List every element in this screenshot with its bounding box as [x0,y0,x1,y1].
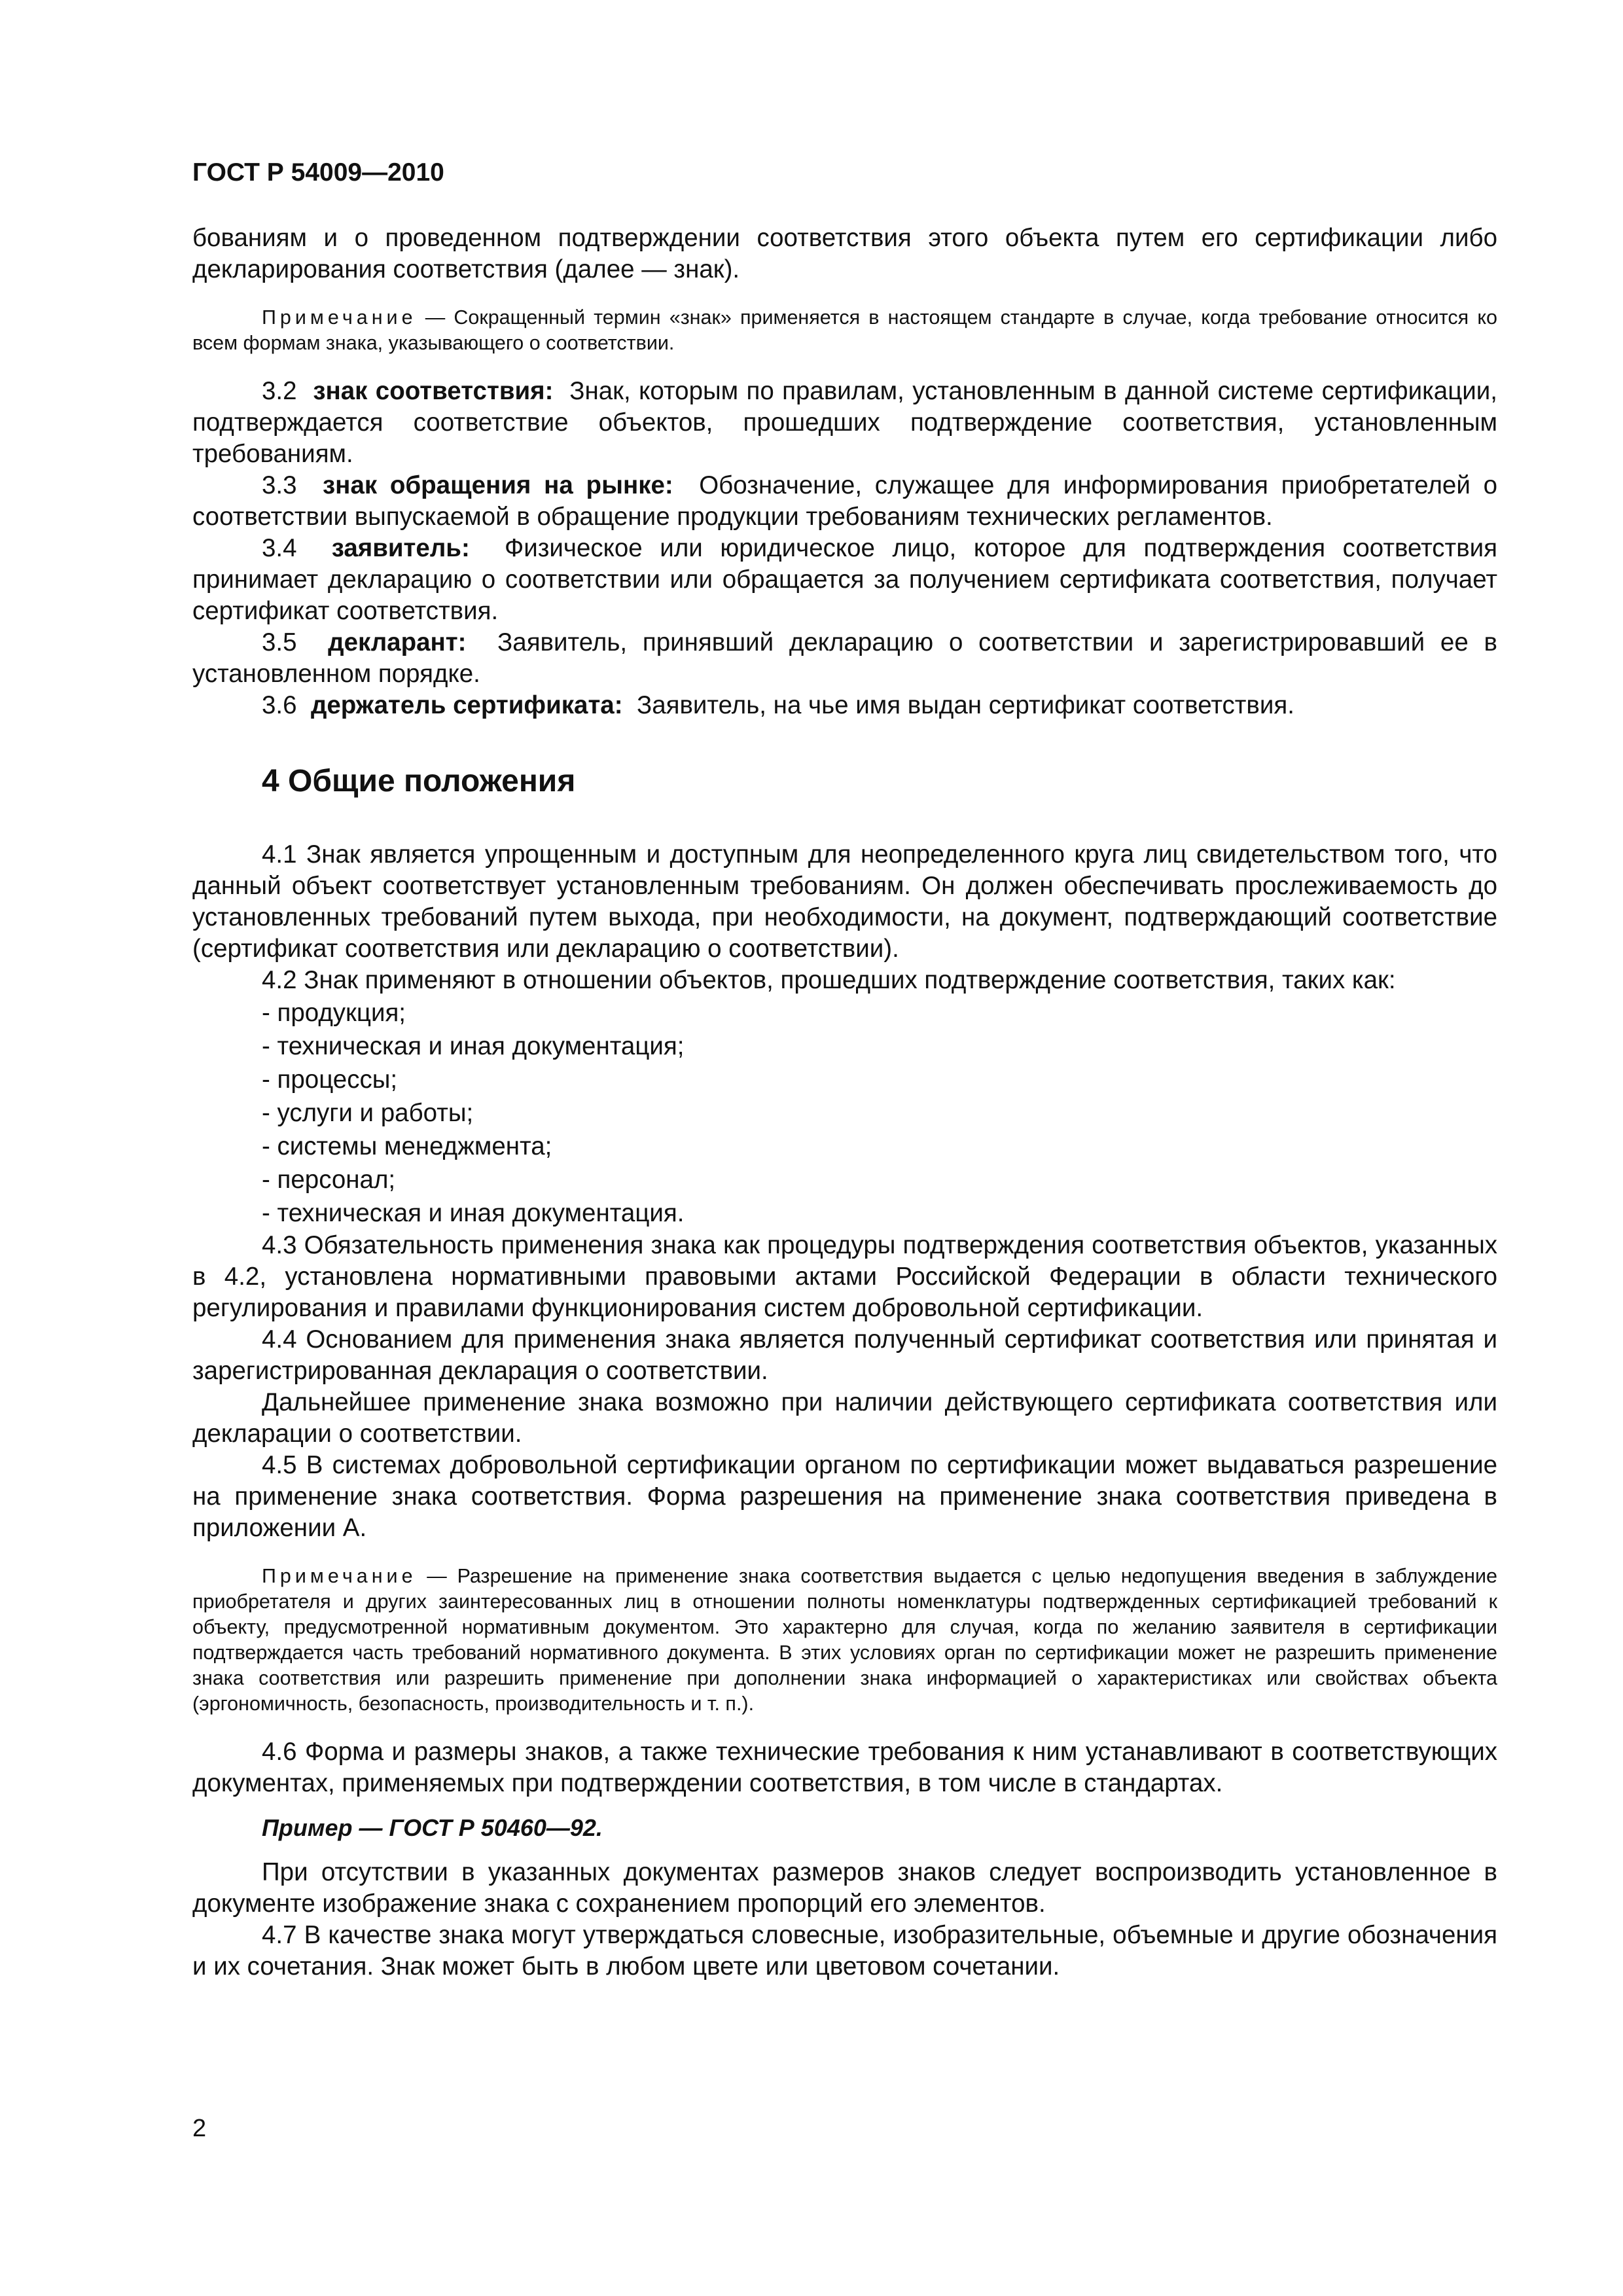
term-number: 3.3 [262,471,297,499]
term-3-6 [192,690,1497,721]
list-item: - процессы; [262,1066,398,1094]
term-definition: Физическое или юридическое лицо, которое для подтверждения соответствия принимает декларацию о соответствии или обращается за получением сертификата соответствия, получает сертификат соответствия. [192,534,1497,625]
list-item: - техническая и иная документация. [262,1199,685,1227]
term-3-5 [192,627,1497,690]
note-1-text: — Сокращенный термин «знак» применяется в настоящем стандарте в случае, когда требование относится ко всем формам знака, указывающего о соответствии. [192,306,1497,354]
list-item: - техническая и иная документация; [262,1032,685,1060]
term-definition: Заявитель, на чье имя выдан сертификат соответствия. [636,691,1294,719]
note-2-text: — Разрешение на применение знака соответствия выдается с целью недопущения введения в заблуждение приобретателя и других заинтересованных лиц в отношении полноты номенклатуры подтвержденных сертификацией требований к объекту, предусмотренной нормативным документом. Это характерно для случая, когда по желанию заявителя в сертификации подтверждается часть требований нормативного документа. В этих условиях орган по сертификации может не разрешить применение знака соответствия или разрешить применение при дополнении знака информацией о характеристиках или свойствах объекта (эргономичность, безопасность, производительность и т. п.). [192,1565,1497,1715]
term-name: знак обращения на рынке: [323,471,673,499]
list-item: - персонал; [262,1166,396,1194]
term-number: 3.5 [262,628,297,656]
paragraph-4-5: 4.5 В системах добровольной сертификации органом по сертификации может выдаваться разрешение на применение знака соответствия. Форма разрешения на применение знака соответствия приведена в приложении А. [192,1451,1497,1542]
term-number: 3.6 [262,691,297,719]
term-definition: Заявитель, принявший декларацию о соответствии и зарегистрировавший ее в установленном порядке. [192,628,1497,688]
objects-list [192,996,1497,1230]
note-2-label: Примечание [262,1565,417,1587]
paragraph-4-1: 4.1 Знак является упрощенным и доступным для неопределенного круга лиц свидетельством того, что данный объект соответствует установленным требованиям. Он должен обеспечивать прослеживаемость до установленных требований путем выхода, при необходимости, на документ, подтверждающий соответствие (сертификат соответствия или декларацию о соответствии). [192,840,1497,963]
list-item: - продукция; [262,999,406,1027]
paragraph-4-4: 4.4 Основанием для применения знака является полученный сертификат соответствия или принятая и зарегистрированная декларация о соответствии. [192,1325,1497,1385]
term-name: декларант: [328,628,467,656]
paragraph-4-7: 4.7 В качестве знака могут утверждаться словесные, изобразительные, объемные и другие обозначения и их сочетания. Знак может быть в любом цвете или цветовом сочетании. [192,1921,1497,1981]
term-3-3 [192,470,1497,533]
document-page [192,156,1497,1982]
term-name: заявитель: [331,534,470,562]
intro-paragraph: бованиям и о проведенном подтверждении соответствия этого объекта путем его сертификации либо декларирования соответствия (далее — знак). [192,224,1497,283]
paragraph-4-3: 4.3 Обязательность применения знака как процедуры подтверждения соответствия объектов, указанных в 4.2, установлена нормативными правовыми актами Российской Федерации в области технического регулирования и правилами функционирования систем добровольной сертификации. [192,1231,1497,1322]
term-definition: Знак, которым по правилам, установленным в данной системе сертификации, подтверждается соответствие объектов, прошедших подтверждение соответствия, установленным требованиям. [192,377,1497,468]
section-4-title: 4 Общие положения [262,764,576,798]
term-name: держатель сертификата: [310,691,623,719]
paragraph-4-4-continued: Дальнейшее применение знака возможно при наличии действующего сертификата соответствия или декларации о соответствии. [192,1388,1497,1448]
example-line: Пример — ГОСТ Р 50460—92. [262,1814,603,1841]
term-number: 3.4 [262,534,297,562]
note-1 [192,305,1497,356]
term-number: 3.2 [262,377,297,405]
note-1-label: Примечание [262,306,417,329]
term-3-2 [192,376,1497,470]
term-3-4 [192,533,1497,627]
list-item: - системы менеджмента; [262,1132,552,1160]
page-number: 2 [192,2115,207,2142]
paragraph-4-6: 4.6 Форма и размеры знаков, а также технические требования к ним устанавливают в соответствующих документах, применяемых при подтверждении соответствия, в том числе в стандартах. [192,1738,1497,1797]
term-name: знак соответствия: [313,377,554,405]
paragraph-4-6-continued: При отсутствии в указанных документах размеров знаков следует воспроизводить установленное в документе изображение знака с сохранением пропорций его элементов. [192,1858,1497,1918]
document-header: ГОСТ Р 54009—2010 [192,158,444,187]
term-definition: Обозначение, служащее для информирования приобретателей о соответствии выпускаемой в обращение продукции требованиям технических регламентов. [192,471,1497,531]
paragraph-4-2: 4.2 Знак применяют в отношении объектов, прошедших подтверждение соответствия, таких как: [262,966,1396,994]
list-item: - услуги и работы; [262,1099,474,1127]
note-2 [192,1564,1497,1717]
